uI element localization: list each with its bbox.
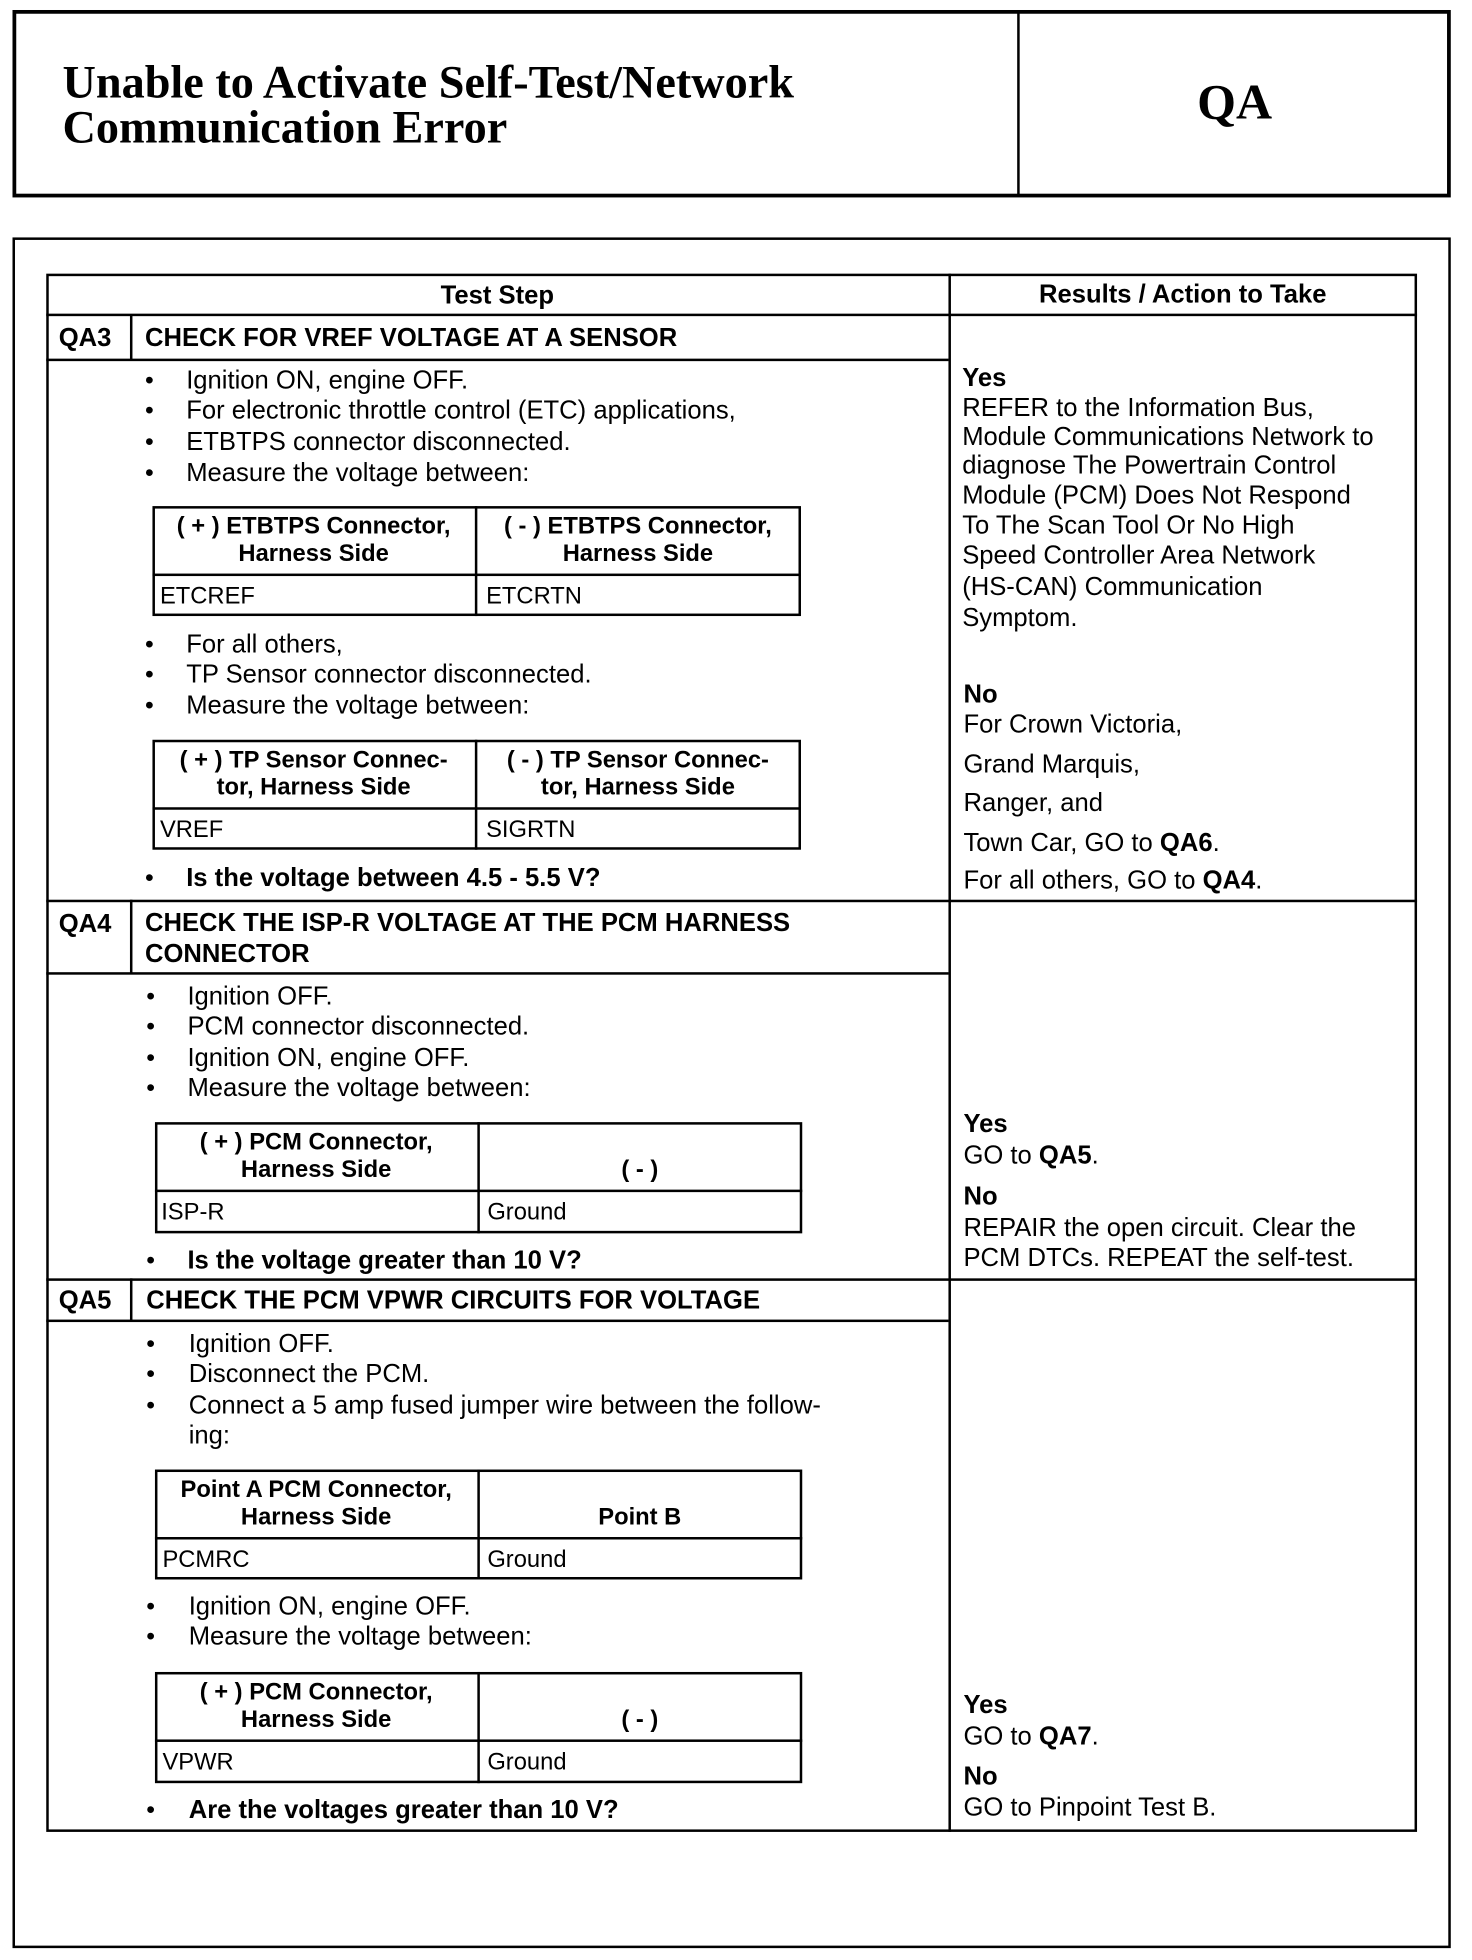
bullet-text: Ignition OFF.	[187, 982, 333, 1011]
row-rule	[46, 1278, 1417, 1280]
goto-qa6-link[interactable]: QA6	[1159, 828, 1213, 858]
table-cell: VREF	[159, 817, 224, 844]
id-divider	[130, 1278, 132, 1320]
page-title-line1: Unable to Activate Self-Test/Network	[62, 57, 795, 109]
result-line: GO to QA5.	[963, 1140, 1099, 1170]
table-header: ( - )	[621, 1706, 659, 1734]
section-code: QA	[1197, 73, 1273, 130]
table-header: Harness Side	[562, 541, 714, 568]
title-divider	[1017, 11, 1019, 196]
bullet-text: ing:	[188, 1420, 231, 1450]
result-line: diagnose The Powertrain Control	[962, 451, 1337, 480]
table-cell: ISP-R	[161, 1199, 225, 1226]
bullet-text: TP Sensor connector disconnected.	[186, 659, 592, 689]
table-header: ( - ) TP Sensor Connec-	[506, 747, 769, 774]
bullet-text: Ignition ON, engine OFF.	[186, 366, 469, 395]
bullet-text: For electronic throttle control (ETC) applications,	[186, 396, 736, 425]
result-line: REPAIR the open circuit. Clear the	[963, 1213, 1356, 1243]
result-line: REFER to the Information Bus,	[962, 393, 1314, 423]
bullet-text: Measure the voltage between:	[186, 458, 530, 488]
result-line: For all others, GO to QA4.	[963, 865, 1263, 895]
result-line: GO to QA7.	[963, 1721, 1099, 1751]
row-rule	[46, 359, 948, 361]
table-cell: VPWR	[162, 1749, 234, 1776]
bullet-text: Measure the voltage between:	[188, 1621, 532, 1651]
table-header: Point A PCM Connector,	[180, 1477, 452, 1504]
bullet-text: Measure the voltage between:	[187, 1073, 531, 1103]
step-id-qa5: QA5	[58, 1285, 112, 1315]
result-line: (HS-CAN) Communication	[962, 572, 1263, 602]
id-divider	[130, 315, 132, 360]
result-line: Symptom.	[962, 603, 1078, 633]
bullet-text: Disconnect the PCM.	[188, 1359, 430, 1389]
id-divider	[130, 900, 132, 974]
page-title-line2: Communication Error	[62, 102, 508, 154]
qa4-question: Is the voltage greater than 10 V?	[187, 1245, 582, 1275]
table-cell: ETCRTN	[486, 583, 582, 610]
bullet-text: Ignition ON, engine OFF.	[187, 1043, 470, 1073]
table-header: Harness Side	[240, 1706, 392, 1734]
goto-qa5-link[interactable]: QA5	[1038, 1140, 1092, 1170]
no-label: No	[963, 679, 998, 709]
table-header: Point B	[598, 1504, 682, 1531]
step-title-qa4-cont: CONNECTOR	[144, 939, 310, 969]
result-line: Town Car, GO to QA6.	[963, 828, 1220, 858]
table-cell: Ground	[487, 1547, 567, 1574]
no-label: No	[963, 1182, 998, 1211]
result-line: Grand Marquis,	[963, 749, 1140, 779]
table-cell: PCMRC	[162, 1547, 250, 1574]
table-header: Harness Side	[240, 1157, 392, 1184]
qa5-question: Are the voltages greater than 10 V?	[188, 1795, 619, 1825]
result-line: Speed Controller Area Network	[962, 541, 1316, 570]
step-title-qa4: CHECK THE ISP-R VOLTAGE AT THE PCM HARNESS	[144, 908, 791, 938]
table-cell: ETCREF	[159, 583, 255, 610]
document-page: Unable to Activate Self-Test/Network Communication Error QA Test Step Results / Action to Take QA3 CHECK FOR VREF VOLTAGE AT A SENSOR • Ignition ON, engine OFF. • For electronic throttle control (ETC) applications, • ETBTPS connector disconnected. • Measure the voltage between: ( + ) ETBTPS Connector, Harness Side ( - ) ETBTPS Connector, Harness Side ETCREF ETCRTN • For all others, • TP Sensor connector disconnected. • Measure the voltage between: ( + ) TP Sensor Connec- tor, Harness Side ( - ) TP Sensor Connec- tor, Harness Side VREF SIGRTN • Is the voltage between 4.5 - 5.5 V? Yes REFER to the Information Bus, Module Communications Network to diagnose The Powertrain Control Module (PCM) Does Not Respond To The Scan Tool Or No High Speed Controller Area Network (HS-CAN) Communication Symptom. No For Crown Victoria, Grand Marquis, Ranger, and Town Car, GO to QA6. For all others, GO to QA4. QA4 CHECK THE ISP-R VOLTAGE AT THE PCM HARNESS CONNECTOR • Ignition OFF. • PCM connector disconnected. • Ignition ON, engine OFF. • Measure the voltage between: ( + ) PCM Connector, Harness Side ( - ) ISP-R Ground • Is the voltage greater than 10 V? Yes GO to QA5. No REPAIR the open circuit. Clear the PCM DTCs. REPEAT the self-test. QA5 CHECK THE PCM VPWR CIRCUITS FOR VOLTAGE • Ignition OFF. • Disconnect the PCM. • Connect a 5 amp fused jumper wire between the follow- ing: Point A PCM Connector, Harness Side Point B PCMRC Ground • Ignition ON, engine OFF. • Measure the voltage between: ( + ) PCM Connector, Harness Side ( - ) VPWR Ground • Are the voltages greater than 10 V? Yes GO to QA7. No GO to Pinpoint Test B.	[0, 0, 1472, 1959]
column-divider	[948, 274, 950, 1832]
bullet-text: Ignition OFF.	[188, 1329, 334, 1359]
result-line: GO to Pinpoint Test B.	[963, 1793, 1217, 1822]
col-header-test-step: Test Step	[440, 281, 555, 310]
step-id-qa4: QA4	[58, 909, 112, 939]
result-line: For Crown Victoria,	[963, 709, 1183, 739]
yes-label: Yes	[963, 1690, 1008, 1720]
goto-qa4-link[interactable]: QA4	[1202, 865, 1256, 895]
row-rule	[46, 972, 948, 974]
table-cell: Ground	[487, 1749, 567, 1776]
header-rule	[46, 314, 1417, 316]
result-line: PCM DTCs. REPEAT the self-test.	[963, 1243, 1354, 1273]
row-rule	[46, 1320, 948, 1322]
table-header: Harness Side	[240, 1504, 392, 1531]
yes-label: Yes	[962, 363, 1007, 393]
result-line: Module (PCM) Does Not Respond	[962, 481, 1351, 510]
table-header: ( + ) ETBTPS Connector,	[176, 513, 451, 540]
col-header-results: Results / Action to Take	[1038, 279, 1327, 309]
bullet-text: Measure the voltage between:	[186, 691, 530, 720]
step-title-qa5: CHECK THE PCM VPWR CIRCUITS FOR VOLTAGE	[146, 1285, 761, 1315]
table-header: tor, Harness Side	[216, 774, 411, 801]
row-rule	[46, 900, 1417, 902]
step-id-qa3: QA3	[58, 323, 112, 353]
table-cell: Ground	[487, 1199, 567, 1226]
table-header: Harness Side	[238, 541, 389, 568]
bullet-text: Connect a 5 amp fused jumper wire between the follow-	[188, 1390, 821, 1420]
no-label: No	[963, 1761, 998, 1791]
result-line: To The Scan Tool Or No High	[962, 511, 1295, 540]
yes-label: Yes	[963, 1109, 1008, 1139]
bullet-text: PCM connector disconnected.	[187, 1012, 530, 1041]
goto-qa7-link[interactable]: QA7	[1038, 1721, 1092, 1751]
table-header: ( + ) TP Sensor Connec-	[179, 747, 448, 774]
result-line: Module Communications Network to	[962, 422, 1374, 452]
table-header: ( + ) PCM Connector,	[199, 1129, 433, 1156]
table-cell: SIGRTN	[486, 817, 576, 844]
bullet-text: ETBTPS connector disconnected.	[186, 427, 571, 457]
table-header: ( - )	[621, 1157, 659, 1184]
result-line: Ranger, and	[963, 788, 1104, 818]
bullet-text: For all others,	[186, 629, 343, 659]
bullet-text: Ignition ON, engine OFF.	[188, 1591, 471, 1621]
step-title-qa3: CHECK FOR VREF VOLTAGE AT A SENSOR	[144, 323, 678, 353]
table-header: ( - ) ETBTPS Connector,	[504, 513, 772, 540]
table-header: tor, Harness Side	[540, 774, 735, 801]
qa3-question: Is the voltage between 4.5 - 5.5 V?	[186, 863, 601, 893]
table-header: ( + ) PCM Connector,	[199, 1679, 433, 1706]
